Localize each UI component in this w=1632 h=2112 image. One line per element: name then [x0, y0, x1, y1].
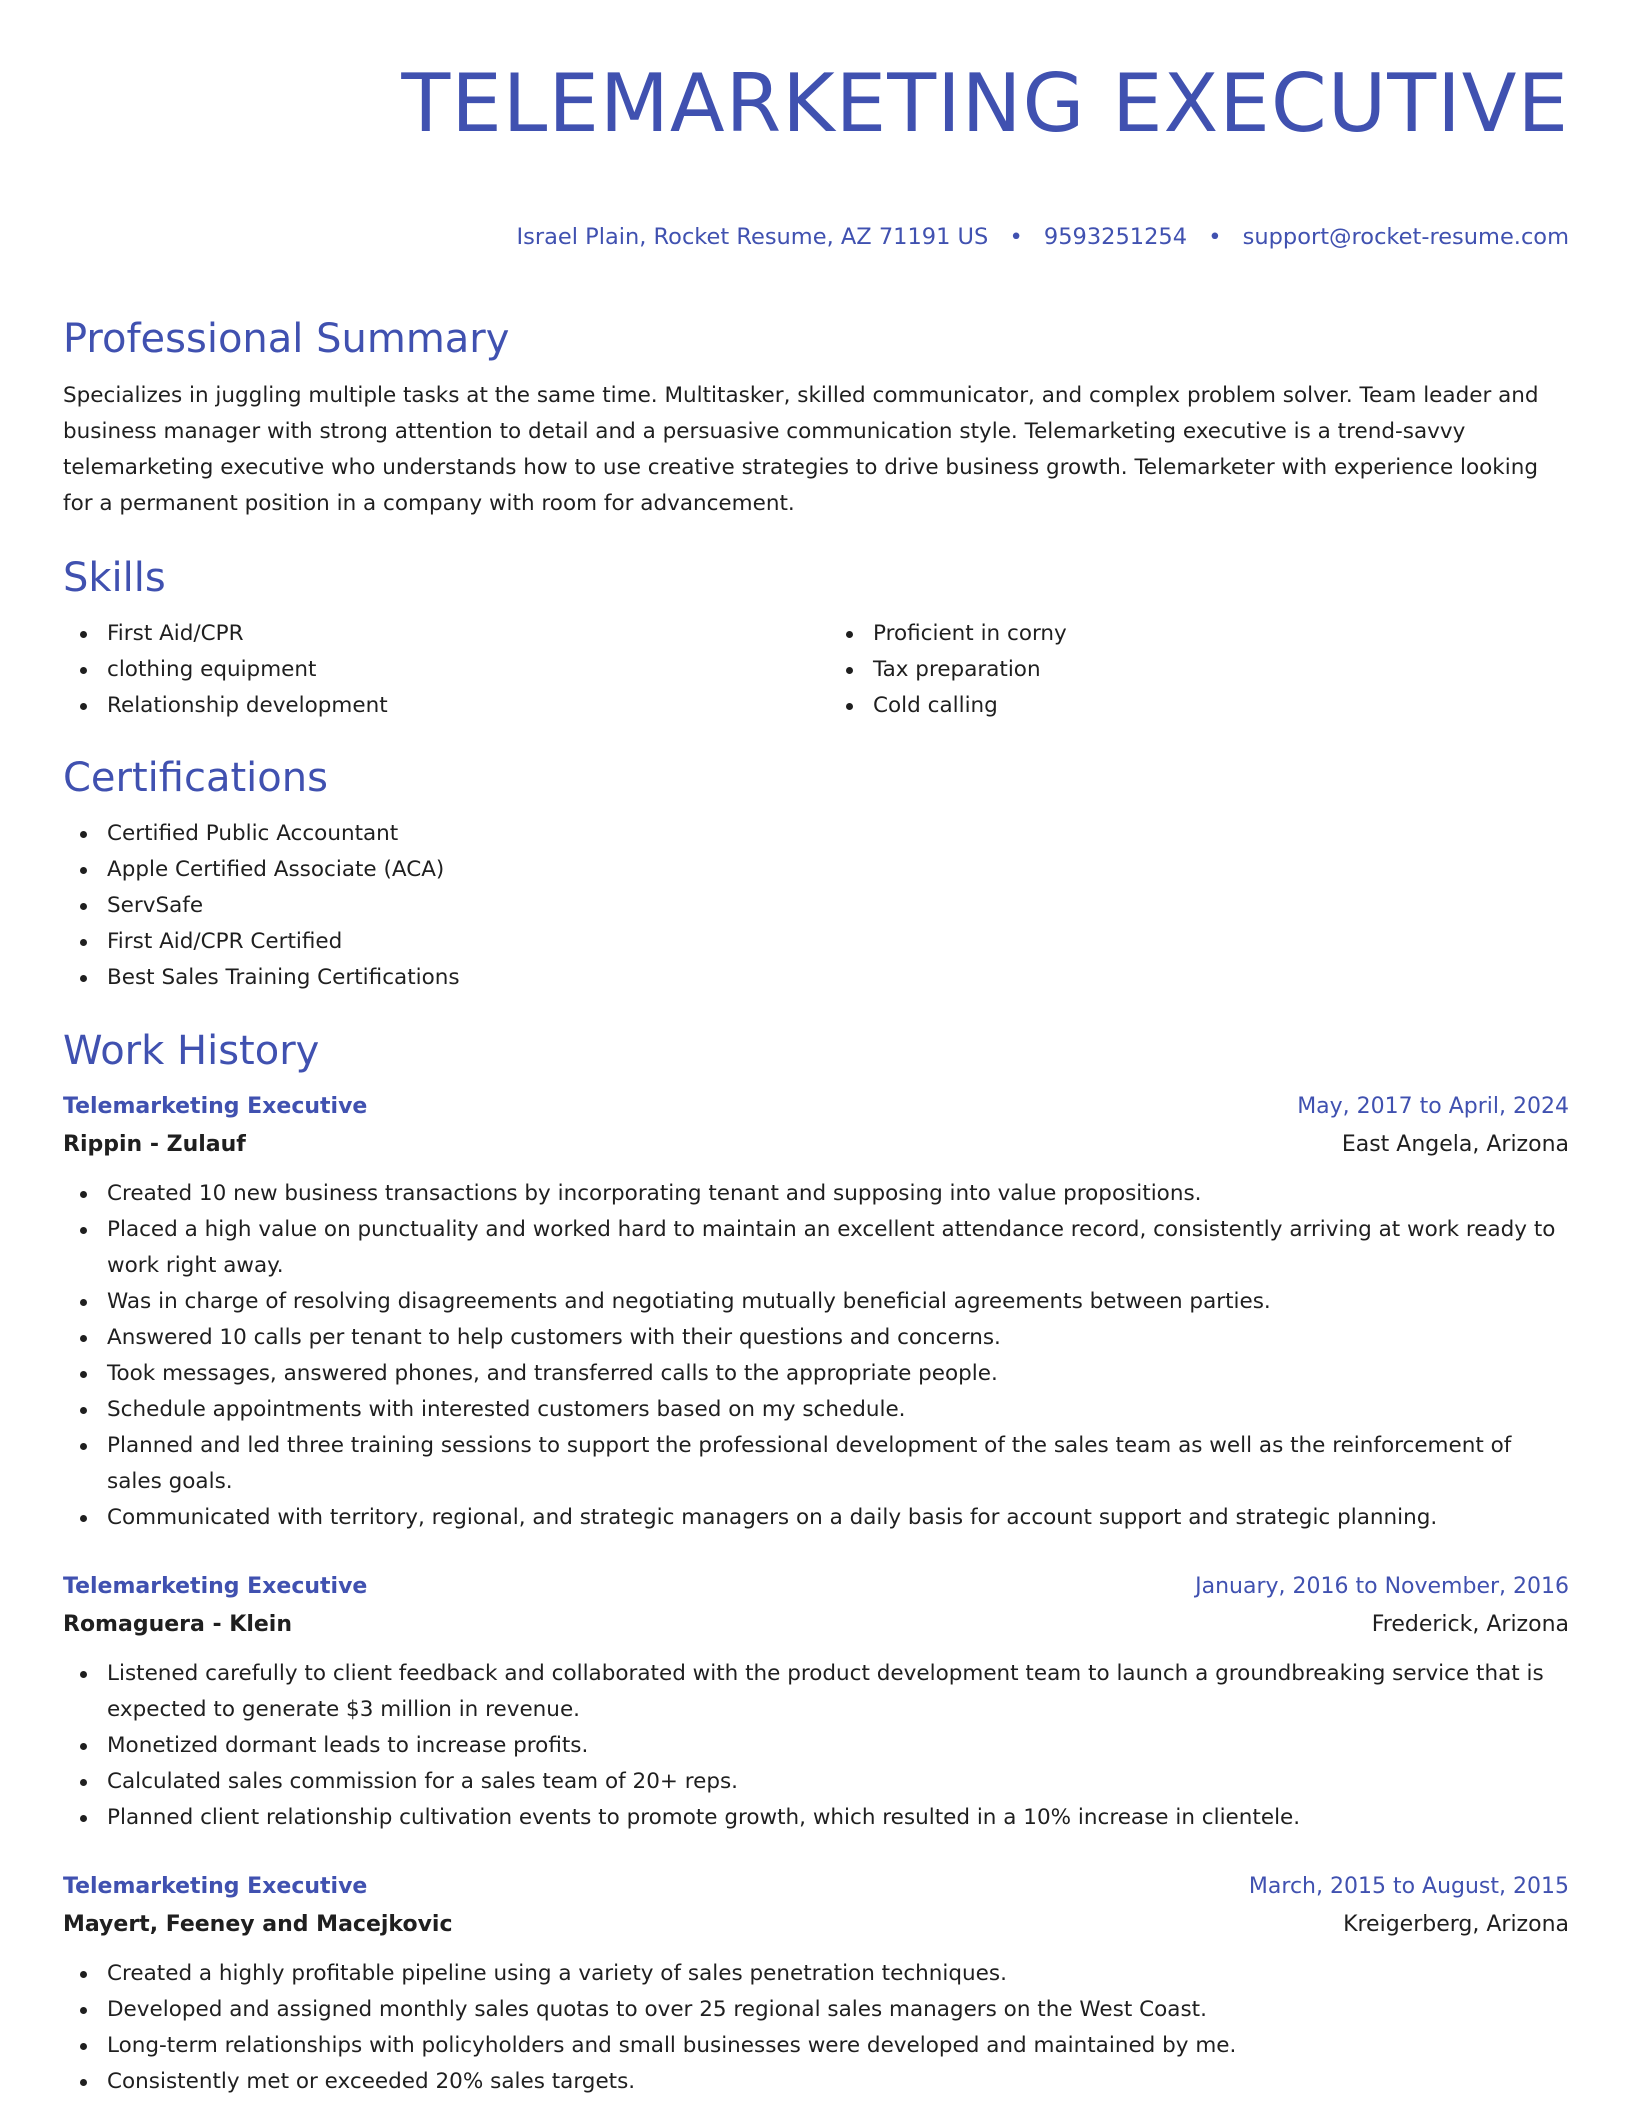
- skills-section: [63, 554, 1569, 724]
- skill-item: Tax preparation: [829, 652, 1569, 688]
- certification-item: Best Sales Training Certifications: [63, 960, 1569, 996]
- job-title: Telemarketing Executive: [63, 1874, 368, 1899]
- certifications-heading: Certifications: [63, 755, 328, 801]
- contact-separator: •: [1208, 224, 1222, 250]
- skill-item: clothing equipment: [63, 652, 816, 688]
- job-bullet: Listened carefully to client feedback and collaborated with the product development team to launch a groundbreaking service that is expected to generate $3 million in revenue.: [63, 1656, 1569, 1728]
- job-bullet: Placed a high value on punctuality and worked hard to maintain an excellent attendance record, consistently arriving at work ready to work right away.: [63, 1212, 1569, 1284]
- job-bullet: Developed and assigned monthly sales quotas to over 25 regional sales managers on the West Coast.: [63, 1992, 1569, 2028]
- job-bullet: Planned and led three training sessions to support the professional development of the sales team as well as the reinforcement of sales goals.: [63, 1428, 1569, 1500]
- job-bullet: Communicated with territory, regional, and strategic managers on a daily basis for account support and strategic planning.: [63, 1500, 1569, 1536]
- job-dates: March, 2015 to August, 2015: [1248, 1874, 1569, 1899]
- job-location: East Angela, Arizona: [1341, 1132, 1569, 1157]
- job-location: Frederick, Arizona: [1371, 1612, 1569, 1637]
- contact-line: [63, 222, 1569, 252]
- job-bullet: Was in charge of resolving disagreements and negotiating mutually beneficial agreements between parties.: [63, 1284, 1569, 1320]
- skills-grid: [63, 616, 1569, 724]
- job-dates: January, 2016 to November, 2016: [1195, 1574, 1569, 1599]
- job-company: Mayert, Feeney and Macejkovic: [63, 1912, 453, 1937]
- contact-address: Israel Plain, Rocket Resume, AZ 71191 US: [516, 224, 989, 250]
- job-entry: [63, 1568, 1569, 1836]
- skill-item: Cold calling: [829, 688, 1569, 724]
- candidate-name: TELEMARKETING EXECUTIVE: [401, 57, 1569, 150]
- job-bullet: Schedule appointments with interested customers based on my schedule.: [63, 1392, 1569, 1428]
- certifications-section: [63, 754, 1569, 996]
- job-company-row: [63, 1906, 1569, 1944]
- job-bullets: [63, 1656, 1569, 1836]
- certification-item: Apple Certified Associate (ACA): [63, 852, 1569, 888]
- summary-heading: Professional Summary: [63, 316, 510, 362]
- job-bullets: [63, 1176, 1569, 1536]
- job-bullet: Consistently met or exceeded 20% sales targets.: [63, 2064, 1569, 2100]
- job-bullet: Planned client relationship cultivation events to promote growth, which resulted in a 10% increase in clientele.: [63, 1800, 1569, 1836]
- job-company: Romaguera - Klein: [63, 1612, 293, 1637]
- contact-email: support@rocket-resume.com: [1242, 224, 1569, 250]
- job-header-row: [63, 1868, 1569, 1906]
- job-company-row: [63, 1126, 1569, 1164]
- job-header-row: [63, 1088, 1569, 1126]
- job-bullet: Created a highly profitable pipeline using a variety of sales penetration techniques.: [63, 1956, 1569, 1992]
- work-history-heading: Work History: [63, 1028, 320, 1074]
- job-company-row: [63, 1606, 1569, 1644]
- resume-header: [63, 0, 1569, 252]
- skill-item: First Aid/CPR: [63, 616, 816, 652]
- certifications-list: [63, 816, 1569, 996]
- work-history-section: [63, 1027, 1569, 2100]
- skill-item: Proficient in corny: [829, 616, 1569, 652]
- job-bullet: Long-term relationships with policyholders and small businesses were developed and maintained by me.: [63, 2028, 1569, 2064]
- contact-phone: 9593251254: [1043, 224, 1188, 250]
- job-bullet: Created 10 new business transactions by incorporating tenant and supposing into value propositions.: [63, 1176, 1569, 1212]
- job-header-row: [63, 1568, 1569, 1606]
- skills-list-left: [63, 616, 816, 724]
- certification-item: ServSafe: [63, 888, 1569, 924]
- job-dates: May, 2017 to April, 2024: [1297, 1094, 1569, 1119]
- job-bullets: [63, 1956, 1569, 2100]
- job-entry: [63, 1088, 1569, 1536]
- job-location: Kreigerberg, Arizona: [1343, 1912, 1569, 1937]
- job-bullet: Monetized dormant leads to increase profits.: [63, 1728, 1569, 1764]
- contact-separator: •: [1009, 224, 1023, 250]
- summary-text: Specializes in juggling multiple tasks at the same time. Multitasker, skilled communicator, and complex problem solver. Team leader and business manager with strong attention to detail and a persuasive communication style. Telemarketing executive is a trend-savvy telemarketing executive who understands how to use creative strategies to drive business growth. Telemarketer with experience looking for a permanent position in a company with room for advancement.: [63, 383, 1539, 516]
- skills-heading: Skills: [63, 555, 166, 601]
- certification-item: First Aid/CPR Certified: [63, 924, 1569, 960]
- skill-item: Relationship development: [63, 688, 816, 724]
- skills-list-right: [816, 616, 1569, 724]
- job-entry: [63, 1868, 1569, 2100]
- job-bullet: Calculated sales commission for a sales team of 20+ reps.: [63, 1764, 1569, 1800]
- summary-section: [63, 315, 1569, 522]
- certification-item: Certified Public Accountant: [63, 816, 1569, 852]
- job-bullet: Answered 10 calls per tenant to help customers with their questions and concerns.: [63, 1320, 1569, 1356]
- job-company: Rippin - Zulauf: [63, 1132, 246, 1157]
- job-title: Telemarketing Executive: [63, 1094, 368, 1119]
- job-bullet: Took messages, answered phones, and transferred calls to the appropriate people.: [63, 1356, 1569, 1392]
- job-title: Telemarketing Executive: [63, 1574, 368, 1599]
